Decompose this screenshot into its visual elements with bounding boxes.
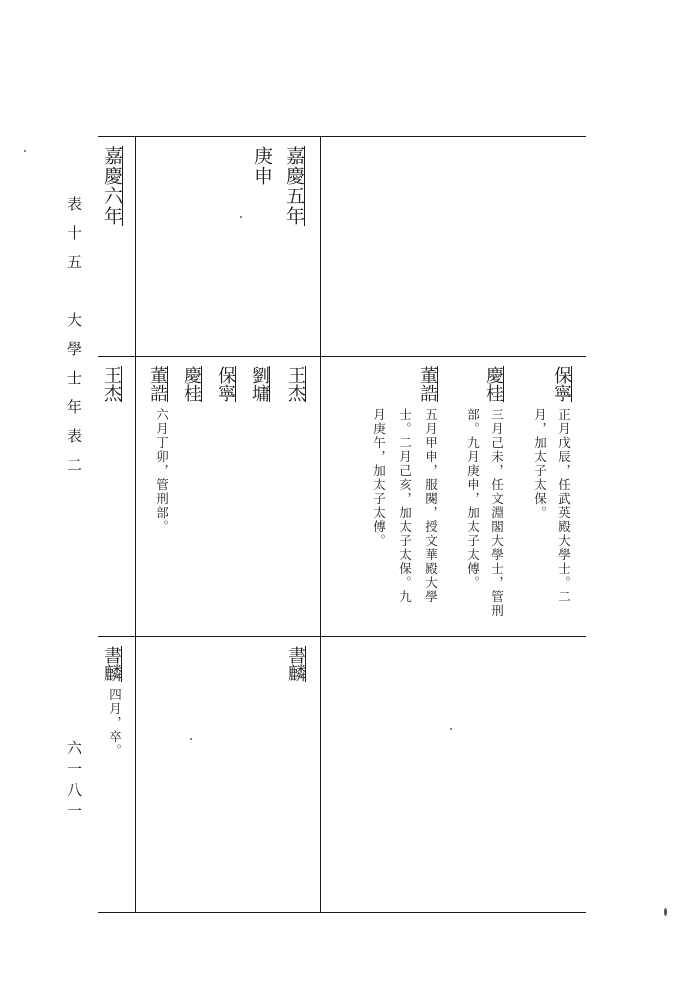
baoning-note-1: 正月戊辰，任武英殿大學士。二 xyxy=(556,408,572,604)
official-wangjie-mid: 王杰 xyxy=(285,366,306,402)
table-top-rule xyxy=(98,136,586,137)
official-baoning: 保寧 xyxy=(551,366,572,402)
official-dongao: 董誥 xyxy=(417,366,438,402)
scan-speck xyxy=(450,728,452,730)
year-gengshen: 庚申 xyxy=(251,146,273,186)
row-divider-1 xyxy=(98,356,586,357)
official-baoning-mid: 保寧 xyxy=(215,366,236,402)
official-shulin: 書麟 xyxy=(101,646,122,682)
official-shulin-mid: 書麟 xyxy=(285,646,306,682)
running-title: 表十五 大學士年表二 xyxy=(65,196,83,486)
official-qinggui-mid: 慶桂 xyxy=(181,366,202,402)
official-wangjie: 王杰 xyxy=(101,366,122,402)
dongao-note-1: 五月甲申，服闋，授文華殿大學 xyxy=(423,408,439,604)
column-divider-right xyxy=(320,136,321,912)
official-dongao-mid: 董誥 xyxy=(147,366,168,402)
scan-speck xyxy=(190,738,192,740)
official-qinggui: 慶桂 xyxy=(483,366,504,402)
row-divider-2 xyxy=(98,636,586,637)
scan-speck xyxy=(664,908,667,916)
scan-speck xyxy=(240,216,242,218)
table-bottom-rule xyxy=(98,912,586,913)
official-liuyong: 劉墉 xyxy=(249,366,270,402)
scan-speck xyxy=(24,150,26,152)
dongao-note-3: 月庚午，加太子太傅。 xyxy=(371,408,387,548)
column-divider-left xyxy=(135,136,136,912)
qinggui-note-2: 部。九月庚申，加太子太傅。 xyxy=(465,408,481,590)
baoning-note-2: 月，加太子太保。 xyxy=(532,408,548,520)
qinggui-note-1: 三月己未，任文淵閣大學士，管刑 xyxy=(489,408,505,618)
shulin-note: 四月，卒。 xyxy=(107,688,123,758)
year-jiaqing-6: 嘉慶六年 xyxy=(101,146,123,226)
year-jiaqing-5: 嘉慶五年 xyxy=(283,146,305,226)
dongao-note-2: 士。二月己亥，加太子太保。九 xyxy=(397,408,413,604)
dongao-note-mid: 六月丁卯，管刑部。 xyxy=(154,408,170,534)
page-number: 六一八一 xyxy=(65,740,83,824)
